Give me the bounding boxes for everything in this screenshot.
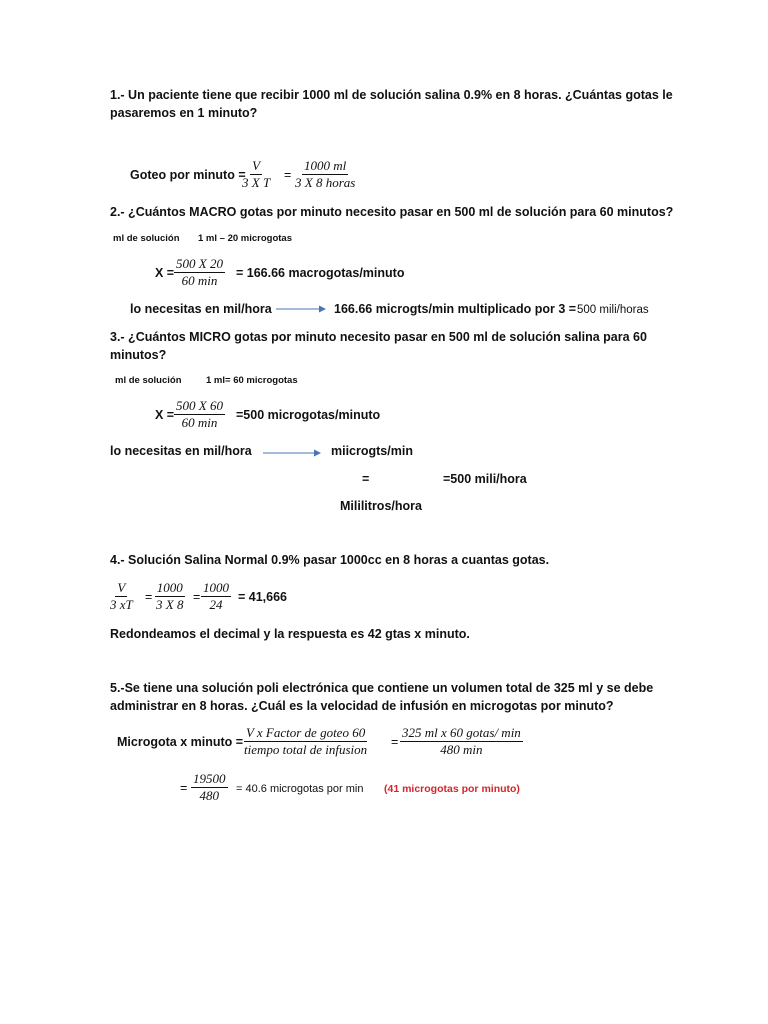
q4-fraction-2 xyxy=(154,580,185,613)
q2-fraction xyxy=(174,256,225,289)
q1-fraction-2-numerator: 1000 ml xyxy=(304,158,347,173)
q3-conversion-unit: miicrogts/min xyxy=(331,444,413,458)
q2-conversion-label: lo necesitas en mil/hora xyxy=(130,302,272,316)
q4-fraction-1-denominator: 3 xT xyxy=(110,597,133,612)
q2-fraction-numerator: 500 X 20 xyxy=(176,256,223,271)
q5-rounded-result: (41 microgotas por minuto) xyxy=(384,783,520,795)
q2-note-unit: ml de solución xyxy=(113,233,180,244)
q3-x-label: X = xyxy=(155,408,175,422)
q5-fraction-3 xyxy=(191,771,228,804)
q3-result: =500 microgotas/minuto xyxy=(236,408,381,422)
q2-conversion-result: 166.66 microgts/min multiplicado por 3 = xyxy=(334,302,577,316)
q2-title: 2.- ¿Cuántos MACRO gotas por minuto necesito pasar en 500 ml de solución para 60 minutos? xyxy=(110,205,674,219)
q1-equals: = xyxy=(284,168,292,182)
q1-text-line1: 1.- Un paciente tiene que recibir 1000 ml de solución salina 0.9% en 8 horas. ¿Cuántas gotas le xyxy=(110,88,673,102)
q5-fraction-3-numerator: 19500 xyxy=(193,771,226,786)
q3-text-line1: 3.- ¿Cuántos MICRO gotas por minuto necesito pasar en 500 ml de solución salina para 60 xyxy=(110,330,647,344)
q3-arrow-icon xyxy=(262,447,322,459)
q3-text-line2: minutos? xyxy=(110,348,167,362)
q4-fraction-2-denominator: 3 X 8 xyxy=(156,597,184,612)
q4-fraction-1-numerator: V xyxy=(117,580,126,595)
q3-note-equivalence: 1 ml= 60 microgotas xyxy=(206,375,298,386)
q5-fraction-2-denominator: 480 min xyxy=(440,742,483,757)
q3-fraction xyxy=(174,398,225,431)
q5-text-line1: 5.-Se tiene una solución poli electrónica que contiene un volumen total de 325 ml y se debe xyxy=(110,681,654,695)
q4-fraction-3-numerator: 1000 xyxy=(203,580,229,595)
q2-fraction-denominator: 60 min xyxy=(181,273,218,288)
q5-result: = 40.6 microgotas por min xyxy=(236,783,364,795)
q1-fraction-1-denominator: 3 X T xyxy=(242,175,271,190)
q1-fraction-2-denominator: 3 X 8 horas xyxy=(295,175,356,190)
q4-conclusion: Redondeamos el decimal y la respuesta es 42 gtas x minuto. xyxy=(110,627,470,641)
q1-formula-label: Goteo por minuto = xyxy=(130,168,246,182)
q4-title: 4.- Solución Salina Normal 0.9% pasar 1000cc en 8 horas a cuantas gotas. xyxy=(110,553,550,567)
q1-fraction-1 xyxy=(240,158,272,191)
q5-equals: = xyxy=(391,735,399,749)
q3-fraction-numerator: 500 X 60 xyxy=(176,398,223,413)
q1-text-line2: pasaremos en 1 minuto? xyxy=(110,106,258,120)
q2-arrow-icon xyxy=(275,303,327,315)
q4-fraction-2-numerator: 1000 xyxy=(156,580,183,595)
q4-fraction-3-denominator: 24 xyxy=(209,597,223,612)
q4-fraction-1 xyxy=(108,580,135,613)
q5-formula-label: Microgota x minuto = xyxy=(117,735,244,749)
q1-fraction-2 xyxy=(293,158,357,191)
q1-fraction-1-numerator: V xyxy=(252,158,261,173)
q5-fraction-3-denominator: 480 xyxy=(199,788,219,803)
q3-note-unit: ml de solución xyxy=(115,375,182,386)
q2-conversion-value: 500 mili/horas xyxy=(577,304,649,316)
q3-conversion-label: lo necesitas en mil/hora xyxy=(110,444,252,458)
q4-equals-1: = xyxy=(145,590,153,604)
q3-fraction-denominator: 60 min xyxy=(181,415,218,430)
q4-result: = 41,666 xyxy=(238,590,288,604)
q5-fraction-1-numerator: V x Factor de goteo 60 xyxy=(245,725,366,740)
q5-fraction-1-denominator: tiempo total de infusion xyxy=(244,742,368,757)
q4-fraction-3 xyxy=(201,580,231,613)
q5-fraction-2-numerator: 325 ml x 60 gotas/ min xyxy=(402,725,521,740)
q2-note-equivalence: 1 ml – 20 microgotas xyxy=(198,233,292,244)
q5-fraction-2 xyxy=(400,725,523,758)
q4-equals-2: = xyxy=(193,590,201,604)
q3-conversion-result: =500 mili/hora xyxy=(443,472,527,486)
q3-equals: = xyxy=(362,472,370,486)
q5-text-line2: administrar en 8 horas. ¿Cuál es la velocidad de infusión en microgotas por minuto? xyxy=(110,699,614,713)
q5-fraction-1 xyxy=(242,725,369,758)
q2-x-label: X = xyxy=(155,266,175,280)
q3-unit-label: Mililitros/hora xyxy=(340,499,422,513)
q5-equals-2: = xyxy=(180,781,188,795)
q2-result: = 166.66 macrogotas/minuto xyxy=(236,266,405,280)
